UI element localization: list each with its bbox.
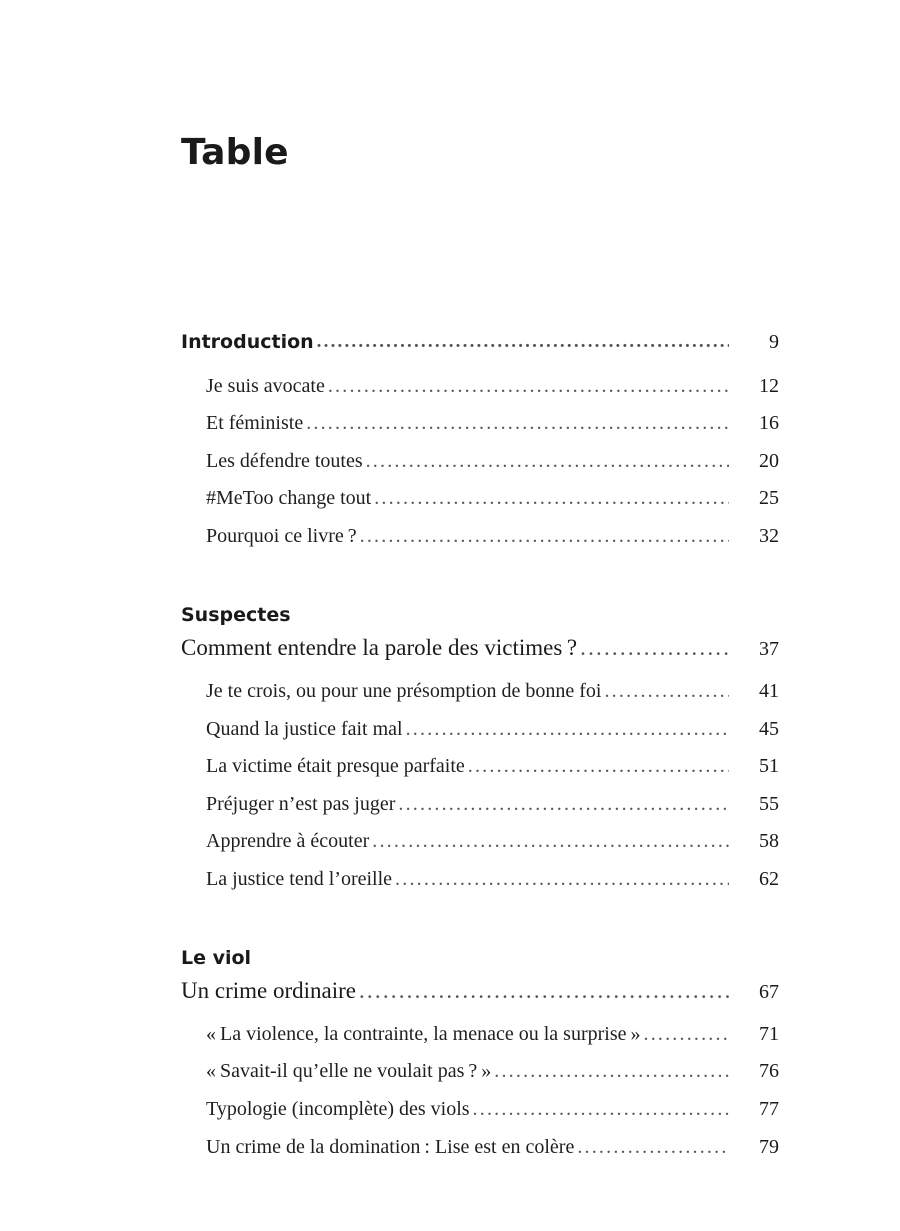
toc-subentry-label: Préjuger n’est pas juger: [206, 792, 396, 815]
toc-chapter-page: 67: [759, 981, 779, 1004]
toc-subentry-label: Je te crois, ou pour une présomption de bonne foi: [206, 679, 602, 702]
leader-dots: [580, 629, 729, 668]
toc-row: [181, 322, 779, 363]
toc-entry[interactable]: [181, 443, 779, 481]
toc-entry[interactable]: [181, 972, 779, 1011]
toc-entry[interactable]: [181, 629, 779, 668]
toc-subentries: [181, 368, 779, 556]
toc-row: [206, 786, 779, 824]
toc-entry[interactable]: [181, 368, 779, 406]
toc-entry[interactable]: [181, 322, 779, 363]
leader-dots: [494, 1053, 729, 1091]
toc-entry[interactable]: [181, 405, 779, 443]
toc-part-label: Le viol: [181, 946, 252, 969]
toc-entry[interactable]: [181, 1129, 779, 1167]
leader-dots: [473, 1091, 729, 1129]
toc-section: [181, 322, 779, 556]
leader-dots: [317, 323, 729, 362]
toc-subentry-label: Un crime de la domination : Lise est en colère: [206, 1135, 575, 1158]
toc-subentry-page: 51: [759, 755, 779, 778]
leader-dots: [360, 518, 729, 556]
toc-subentry-label: Apprendre à écouter: [206, 830, 370, 853]
toc-row: [206, 1129, 779, 1167]
toc-entry[interactable]: [181, 823, 779, 861]
toc-subentry-page: 20: [759, 449, 779, 472]
toc-subentry-label: Je suis avocate: [206, 374, 325, 397]
toc-chapter-page: 37: [759, 638, 779, 661]
leader-dots: [644, 1016, 730, 1054]
toc-subentry-page: 45: [759, 717, 779, 740]
toc-row: [206, 405, 779, 443]
leader-dots: [577, 1129, 729, 1167]
leader-dots: [468, 748, 729, 786]
toc-subentry-page: 16: [759, 412, 779, 435]
toc-subentry-page: 55: [759, 792, 779, 815]
toc-chapter-label: Comment entendre la parole des victimes ?: [181, 635, 578, 661]
toc-row: [206, 1091, 779, 1129]
toc-subentry-label: « La violence, la contrainte, la menace ou la surprise »: [206, 1022, 641, 1045]
toc-subentry-label: Typologie (incomplète) des viols: [206, 1098, 470, 1121]
toc-entry[interactable]: [181, 1053, 779, 1091]
leader-dots: [398, 786, 729, 824]
toc-subentry-label: Pourquoi ce livre ?: [206, 524, 357, 547]
toc-subentry-page: 25: [759, 487, 779, 510]
toc-entry[interactable]: [181, 861, 779, 899]
toc-row: [206, 1016, 779, 1054]
toc-row: [206, 480, 779, 518]
toc-section: [181, 947, 779, 1167]
toc-chapter-label: Un crime ordinaire: [181, 978, 356, 1004]
toc-row: [206, 711, 779, 749]
toc-row: [206, 443, 779, 481]
toc-entry[interactable]: [181, 748, 779, 786]
toc-subentry-page: 32: [759, 524, 779, 547]
toc-row: [206, 1053, 779, 1091]
toc-subentry-page: 71: [759, 1022, 779, 1045]
toc-subentry-page: 41: [759, 679, 779, 702]
table-of-contents: [181, 322, 779, 1166]
toc-subentry-page: 58: [759, 830, 779, 853]
toc-entry[interactable]: [181, 711, 779, 749]
toc-subentry-page: 79: [759, 1135, 779, 1158]
toc-subentry-label: Quand la justice fait mal: [206, 717, 403, 740]
toc-row: [206, 518, 779, 556]
toc-entry[interactable]: [181, 1091, 779, 1129]
leader-dots: [374, 480, 729, 518]
leader-dots: [328, 368, 729, 406]
leader-dots: [306, 405, 729, 443]
toc-row: [206, 368, 779, 406]
leader-dots: [604, 673, 729, 711]
toc-section: [181, 604, 779, 899]
leader-dots: [406, 711, 729, 749]
toc-subentry-page: 76: [759, 1060, 779, 1083]
toc-subentry-page: 62: [759, 867, 779, 890]
toc-subentry-label: La justice tend l’oreille: [206, 867, 393, 890]
toc-subentry-page: 77: [759, 1098, 779, 1121]
leader-dots: [395, 861, 729, 899]
toc-subentry-label: La victime était presque parfaite: [206, 755, 465, 778]
leader-dots: [372, 823, 729, 861]
toc-row: [206, 748, 779, 786]
toc-part-label: Suspectes: [181, 603, 291, 626]
leader-dots: [359, 972, 729, 1011]
toc-entry[interactable]: [181, 786, 779, 824]
leader-dots: [366, 443, 729, 481]
toc-entry[interactable]: [181, 673, 779, 711]
toc-chapter-label: Introduction: [181, 331, 314, 353]
toc-subentry-label: #MeToo change tout: [206, 487, 372, 510]
toc-subentry-label: Et féministe: [206, 412, 304, 435]
toc-entry[interactable]: [181, 518, 779, 556]
toc-row: [181, 972, 779, 1011]
toc-row: [181, 629, 779, 668]
toc-chapter-page: 9: [769, 331, 779, 353]
toc-entry[interactable]: [181, 480, 779, 518]
toc-subentry-label: « Savait-il qu’elle ne voulait pas ? »: [206, 1060, 492, 1083]
toc-subentries: [181, 1016, 779, 1166]
toc-entry[interactable]: [181, 1016, 779, 1054]
toc-row: [206, 861, 779, 899]
page-title: Table: [181, 132, 289, 173]
toc-subentries: [181, 673, 779, 899]
toc-subentry-label: Les défendre toutes: [206, 449, 363, 472]
toc-row: [206, 823, 779, 861]
toc-row: [206, 673, 779, 711]
toc-subentry-page: 12: [759, 374, 779, 397]
